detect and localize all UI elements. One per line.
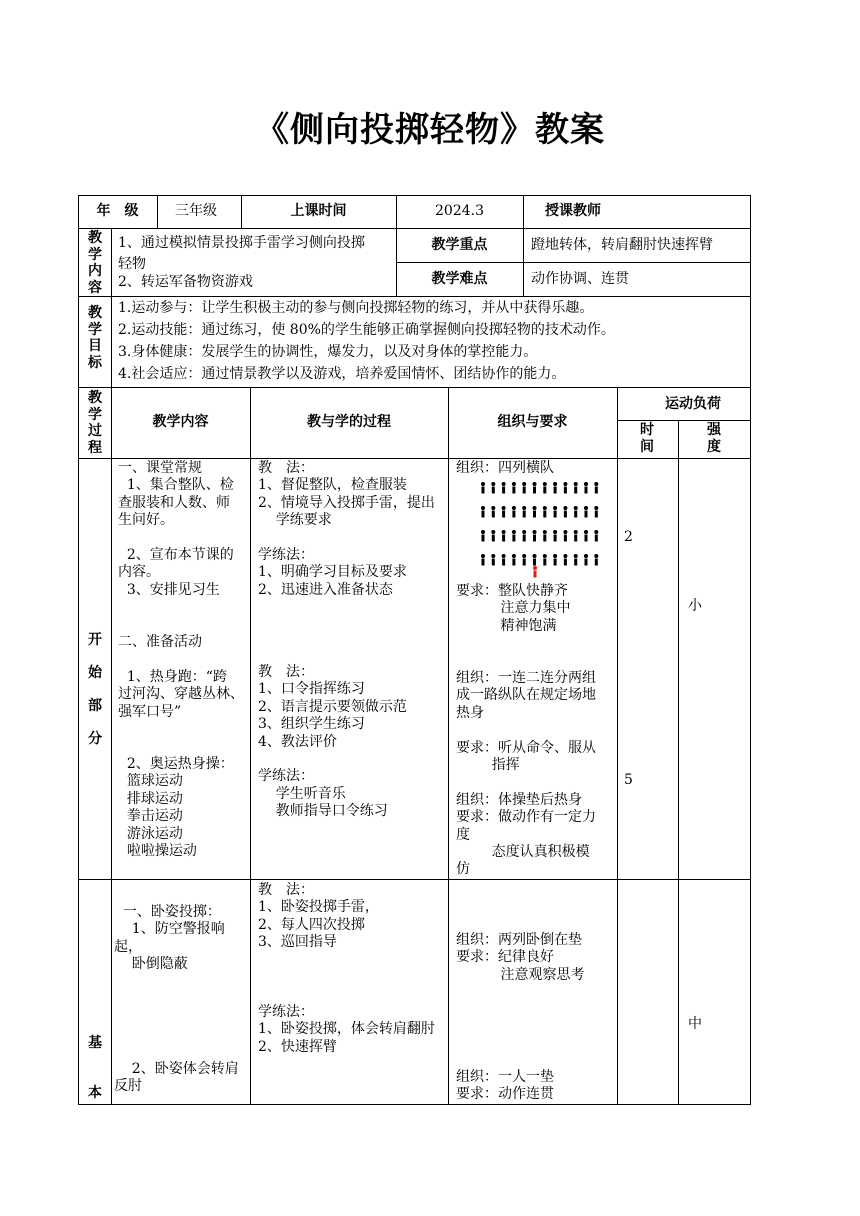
student-marker — [512, 506, 516, 518]
student-marker — [594, 506, 598, 518]
student-marker — [543, 554, 547, 566]
student-marker — [574, 530, 578, 542]
student-marker — [522, 482, 526, 494]
key-point-value: 蹬地转体，转肩翻肘快速挥臂 — [531, 237, 713, 253]
start-process-part2: 教 法： 1、口令指挥练习 2、语言提示要领做示范 3、组织学生练习 4、教法评价 学练法： 学生听音乐 教师指导口令练习 — [258, 664, 407, 820]
difficulty-label: 教学难点 — [431, 271, 488, 287]
student-marker — [563, 506, 567, 518]
class-time-value: 2024.3 — [435, 203, 484, 219]
difficulty-value: 动作协调、连贯 — [531, 271, 629, 287]
class-time-label: 上课时间 — [290, 203, 347, 219]
student-marker — [553, 482, 557, 494]
basic-section-label: 基 本 — [88, 1035, 102, 1101]
student-marker — [584, 506, 588, 518]
student-marker — [502, 506, 506, 518]
student-marker — [563, 530, 567, 542]
start-org-requirements: 要求：整队快静齐 注意力集中 精神饱满 — [456, 583, 571, 634]
start-section-label: 开 始 部 分 — [88, 632, 102, 747]
content-line-2: 轻物 — [118, 256, 146, 272]
basic-intensity: 中 — [688, 1016, 702, 1032]
student-marker — [502, 530, 506, 542]
student-marker — [553, 554, 557, 566]
objective-4: 4.社会适应：通过情景教学以及游戏，培养爱国情怀、团结协作的能力。 — [118, 366, 566, 382]
start-time-2: 5 — [624, 772, 633, 788]
student-marker — [491, 554, 495, 566]
formation-figure — [481, 482, 601, 586]
content-section-label: 教 学 内 容 — [88, 230, 102, 296]
student-marker — [533, 530, 537, 542]
start-content: 一、课堂常规 1、集合整队、检 查服装和人数、师 生问好。 2、宣布本节课的 内容。 3、安排见习生 二、准备活动 1、热身跑：“跨 过河沟、穿越丛林、 强军口号” 2、奥运热身操： 篮球运动 排球运动 拳击运动 游泳运动 啦啦操运动 — [118, 460, 244, 859]
content-line-3: 2、转运军备物资游戏 — [118, 274, 253, 290]
student-marker — [512, 530, 516, 542]
student-marker — [491, 482, 495, 494]
student-marker — [584, 482, 588, 494]
student-marker — [522, 506, 526, 518]
col-organization: 组织与要求 — [497, 414, 568, 430]
student-marker — [574, 506, 578, 518]
objectives-section-label: 教 学 目 标 — [88, 305, 102, 371]
student-marker — [533, 482, 537, 494]
student-marker — [512, 482, 516, 494]
process-section-label: 教 学 过 程 — [88, 390, 102, 456]
col-exercise-load: 运动负荷 — [665, 396, 721, 412]
basic-process: 教 法： 1、卧姿投掷手雷， 2、每人四次投掷 3、巡回指导 学练法： 1、卧姿投掷，体会转肩翻肘 2、快速挥臂 — [258, 882, 435, 1055]
content-line-1: 1、通过模拟情景投掷手雷学习侧向投掷 — [118, 235, 365, 251]
key-point-label: 教学重点 — [431, 237, 488, 253]
student-marker — [502, 482, 506, 494]
student-marker — [563, 482, 567, 494]
teacher-marker — [533, 566, 537, 578]
start-org-warmup: 组织：一连二连分两组 成一路纵队在规定场地 热身 要求：听从命令、服从 指挥 组织：体操垫后热身 要求：做动作有一定力 度 态度认真积极模 仿 — [456, 670, 596, 878]
student-marker — [481, 506, 485, 518]
student-marker — [584, 554, 588, 566]
student-marker — [491, 506, 495, 518]
col-teaching-process: 教与学的过程 — [307, 414, 391, 430]
student-marker — [594, 554, 598, 566]
student-marker — [533, 554, 537, 566]
formation-diagram — [481, 482, 601, 590]
basic-org-2: 组织：一人一垫 要求：动作连贯 — [456, 1069, 554, 1103]
col-time: 时 间 — [640, 422, 654, 455]
grade-value: 三年级 — [175, 203, 217, 219]
student-marker — [481, 530, 485, 542]
student-marker — [553, 530, 557, 542]
student-marker — [491, 530, 495, 542]
col-teaching-content: 教学内容 — [152, 414, 209, 430]
student-marker — [543, 482, 547, 494]
basic-content: 一、卧姿投掷： 1、防空警报响 起， 卧倒隐蔽 2、卧姿体会转肩 反肘 — [114, 904, 239, 1095]
student-marker — [543, 530, 547, 542]
student-marker — [594, 530, 598, 542]
student-marker — [574, 482, 578, 494]
col-intensity: 强 度 — [707, 422, 721, 455]
student-marker — [522, 554, 526, 566]
student-marker — [553, 506, 557, 518]
objective-2: 2.运动技能：通过练习，使 80%的学生能够正确掌握侧向投掷轻物的技术动作。 — [118, 322, 615, 338]
student-marker — [512, 554, 516, 566]
start-process-part1: 教 法： 1、督促整队，检查服装 2、情境导入投掷手雷，提出 学练要求 学练法： 1、明确学习目标及要求 2、迅速进入准备状态 — [258, 460, 435, 598]
objective-3: 3.身体健康：发展学生的协调性，爆发力，以及对身体的掌控能力。 — [118, 344, 538, 360]
grade-label: 年 级 — [96, 203, 139, 219]
objective-1: 1.运动参与：让学生积极主动的参与侧向投掷轻物的练习，并从中获得乐趣。 — [118, 300, 594, 316]
teacher-label: 授课教师 — [545, 203, 601, 219]
start-intensity: 小 — [688, 598, 702, 614]
student-marker — [584, 530, 588, 542]
student-marker — [481, 554, 485, 566]
student-marker — [533, 506, 537, 518]
student-marker — [543, 506, 547, 518]
start-org-formation: 组织：四列横队 — [456, 460, 554, 476]
start-time-1: 2 — [624, 529, 633, 545]
student-marker — [563, 554, 567, 566]
student-marker — [594, 482, 598, 494]
student-marker — [574, 554, 578, 566]
document-title: 《侧向投掷轻物》教案 — [255, 110, 605, 150]
basic-org-1: 组织：两列卧倒在垫 要求：纪律良好 注意观察思考 — [456, 932, 585, 983]
student-marker — [481, 482, 485, 494]
student-marker — [522, 530, 526, 542]
student-marker — [502, 554, 506, 566]
